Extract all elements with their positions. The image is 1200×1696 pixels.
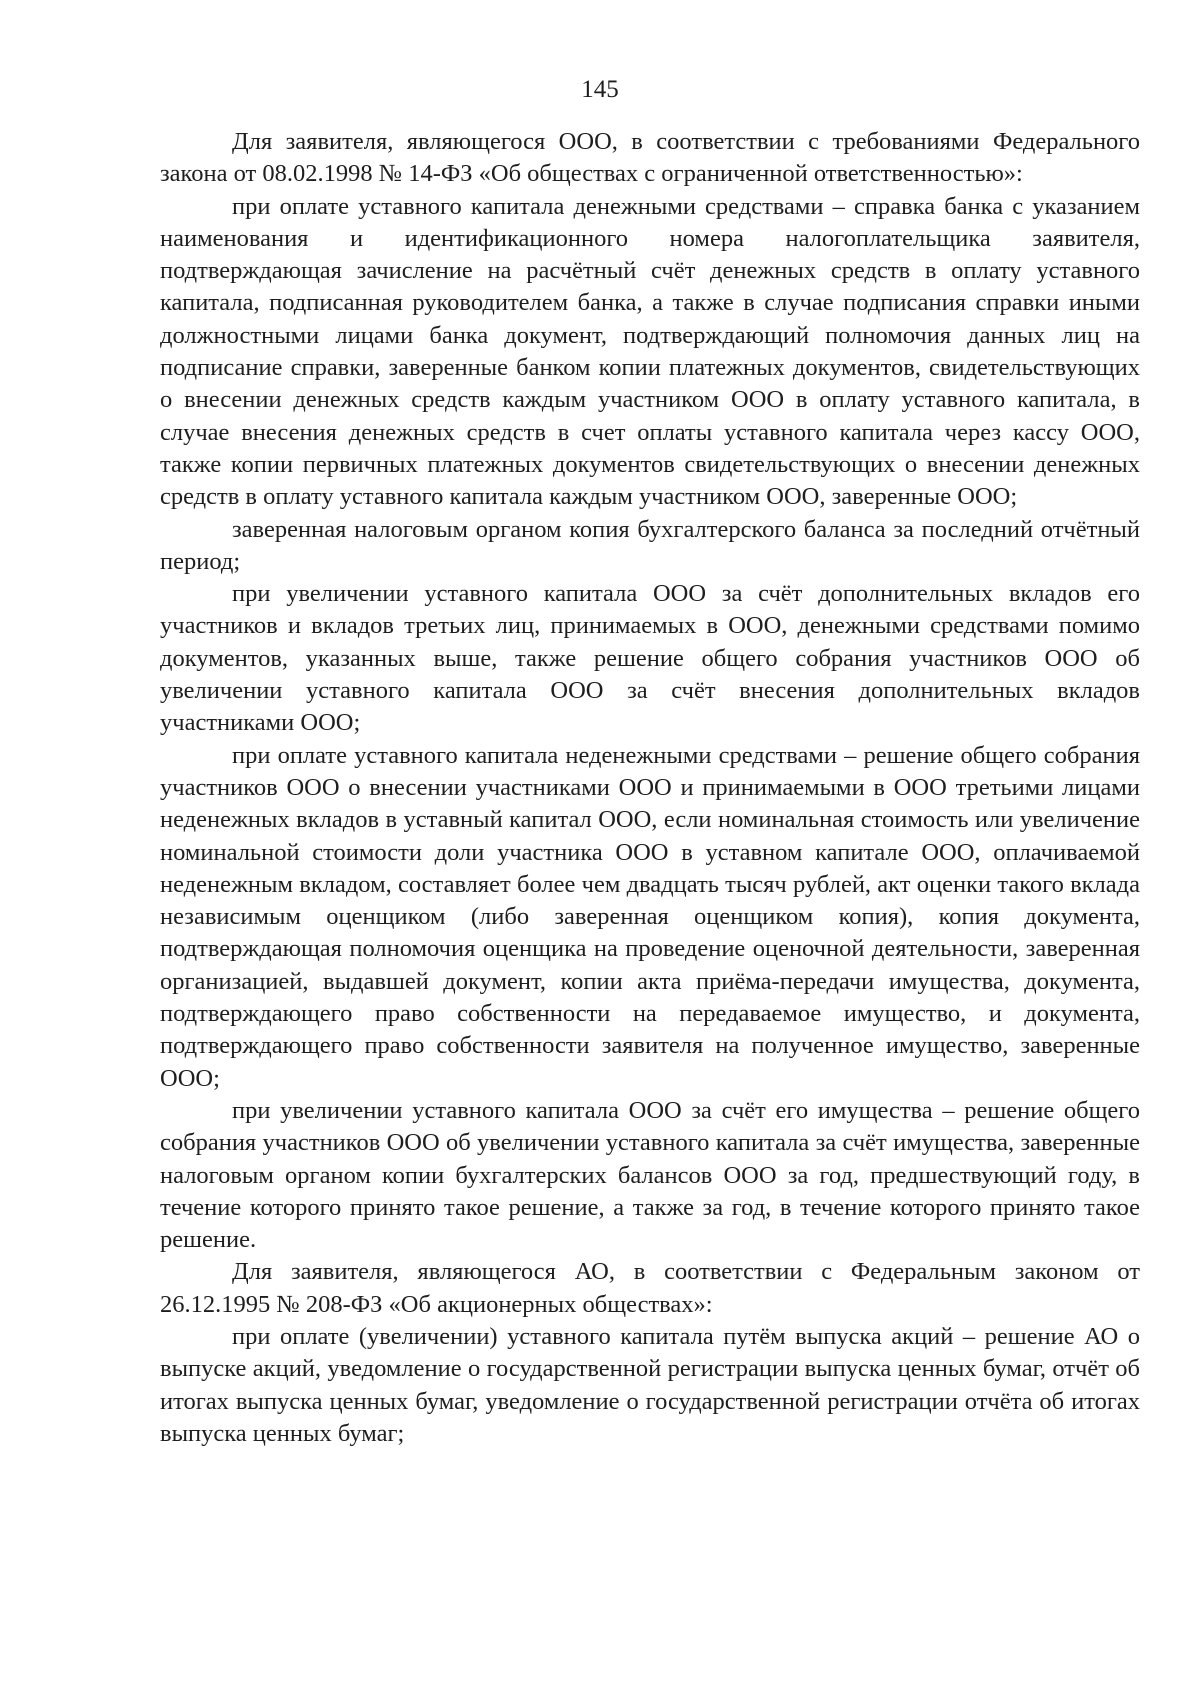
document-body bbox=[160, 126, 1140, 1450]
paragraph-jsc-intro: Для заявителя, являющегося АО, в соответствии с Федеральным законом от 26.12.1995 № 208-ФЗ «Об акционерных обществах»: bbox=[160, 1258, 1140, 1318]
paragraph-non-cash-contribution: при оплате уставного капитала неденежными средствами – решение общего собрания участников ООО о внесении участниками ООО и принимаемыми в ООО третьими лицами неденежных вкладов в уставный капитал ООО, если номинальная стоимость или увеличение номинальной стоимости доли участника ООО в уставном капитале ООО, оплачиваемой неденежным вкладом, составляет более чем двадцать тысяч рублей, акт оценки такого вклада независимым оценщиком (либо заверенная оценщиком копия), копия документа, подтверждающая полномочия оценщика на проведение оценочной деятельности, заверенная организацией, выдавшей документ, копии акта приёма-передачи имущества, документа, подтверждающего право собственности на передаваемое имущество, и документа, подтверждающего право собственности заявителя на полученное имущество, заверенные ООО; bbox=[160, 741, 1140, 1092]
paragraph-share-issue: при оплате (увеличении) уставного капитала путём выпуска акций – решение АО о выпуске акций, уведомление о государственной регистрации выпуска ценных бумаг, отчёт об итогах выпуска ценных бумаг, уведомление о государственной регистрации отчёта об итогах выпуска ценных бумаг; bbox=[160, 1322, 1140, 1447]
paragraph-property-increase: при увеличении уставного капитала ООО за счёт его имущества – решение общего собрания участников ООО об увеличении уставного капитала за счёт имущества, заверенные налоговым органом копии бухгалтерских балансов ООО за год, предшествующий году, в течение которого принято такое решение, а также за год, в течение которого принято такое решение. bbox=[160, 1096, 1140, 1254]
page-number: 145 bbox=[581, 76, 619, 103]
paragraph-cash-contribution: при оплате уставного капитала денежными средствами – справка банка с указанием наименования и идентификационного номера налогоплательщика заявителя, подтверждающая зачисление на расчётный счёт денежных средств в оплату уставного капитала, подписанная руководителем банка, а также в случае подписания справки иными должностными лицами банка документ, подтверждающий полномочия данных лиц на подписание справки, заверенные банком копии платежных документов, свидетельствующих о внесении денежных средств каждым участником ООО в оплату уставного капитала, в случае внесения денежных средств в счет оплаты уставного капитала через кассу ООО, также копии первичных платежных документов свидетельствующих о внесении денежных средств в оплату уставного капитала каждым участником ООО, заверенные ООО; bbox=[160, 192, 1140, 511]
paragraph-additional-contributions: при увеличении уставного капитала ООО за счёт дополнительных вкладов его участников и вкладов третьих лиц, принимаемых в ООО, денежными средствами помимо документов, указанных выше, также решение общего собрания участников ООО об увеличении уставного капитала ООО за счёт внесения дополнительных вкладов участниками ООО; bbox=[160, 580, 1140, 737]
paragraph-llc-intro: Для заявителя, являющегося ООО, в соответствии с требованиями Федерального закона от 08.02.1998 № 14-ФЗ «Об обществах с ограниченной ответственностью»: bbox=[160, 128, 1140, 188]
paragraph-balance-copy: заверенная налоговым органом копия бухгалтерского баланса за последний отчётный период; bbox=[160, 515, 1140, 575]
